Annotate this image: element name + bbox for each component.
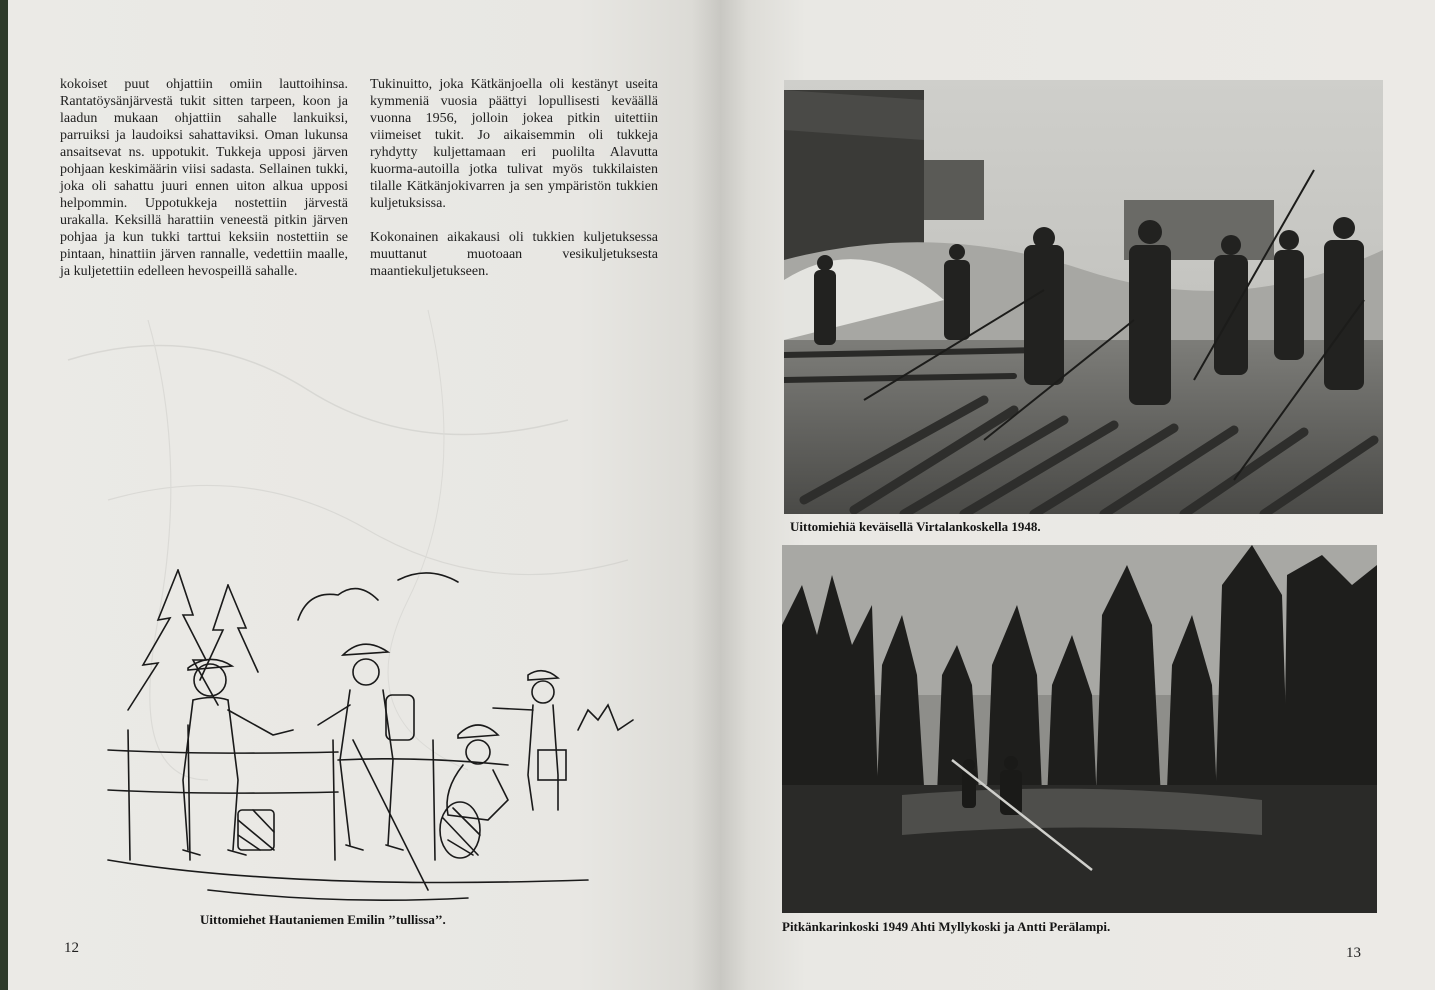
log-drivers-illustration bbox=[88, 560, 658, 910]
text-column-1 bbox=[60, 76, 348, 297]
left-page bbox=[8, 0, 720, 990]
right-page bbox=[720, 0, 1435, 990]
paragraph: Tukinuitto, joka Kätkänjoella oli kestänyt useita kymmeniä vuosia päättyi lopullisesti keväällä vuonna 1956, jolloin jokea pitkin uitettiin viimeiset tukit. Jo aikaisemmin oli tukkeja ryhdytty kuljettamaan eri puolilta Alavutta kuorma-autoilla jotka tulivat myös tukkilaisten tilalle Kätkänjokivarren ja sen ympäristön tukkien kuljetuksissa. bbox=[370, 77, 658, 211]
forest-river-photo bbox=[782, 545, 1377, 913]
photo-1-caption: Uittomiehiä keväisellä Virtalankoskella 1948. bbox=[790, 519, 1041, 534]
text-column-2 bbox=[370, 76, 658, 297]
illustration-caption: Uittomiehet Hautaniemen Emilin ’’tullissa’’. bbox=[200, 912, 446, 927]
photo-2-caption: Pitkänkarinkoski 1949 Ahti Myllykoski ja Antti Perälampi. bbox=[782, 919, 1111, 934]
page-number: 13 bbox=[1346, 945, 1361, 961]
paragraph: kokoiset puut ohjattiin omiin lauttoihinsa. Rantatöysänjärvestä tukit sitten tarpeen, koon ja laadun mukaan ohjattiin sahalle lankuiksi, parruiksi ja laudoiksi sahattaviksi. Oman lukunsa ansaitsevat ns. uppotukit. Tukkeja upposi järven pohjaan keskimäärin viisi sadasta. Sellainen tukki, joka oli sahattu juuri ennen uiton alkua upposi helpommin. Uppotukkeja nostettiin järvestä urakalla. Keksillä harattiin veneestä pitkin järven pohjaa ja kun tukki tarttui keksiin nostettiin se pintaan, hinattiin järven rannalle, vedettiin maalle, ja kuljetettiin edelleen hevospeillä sahalle. bbox=[60, 77, 348, 279]
log-drivers-photo bbox=[784, 80, 1383, 514]
paragraph: Kokonainen aikakausi oli tukkien kuljetuksessa muuttanut muotoaan vesikuljetuksesta maantiekuljetukseen. bbox=[370, 230, 658, 279]
page-number: 12 bbox=[64, 940, 79, 956]
